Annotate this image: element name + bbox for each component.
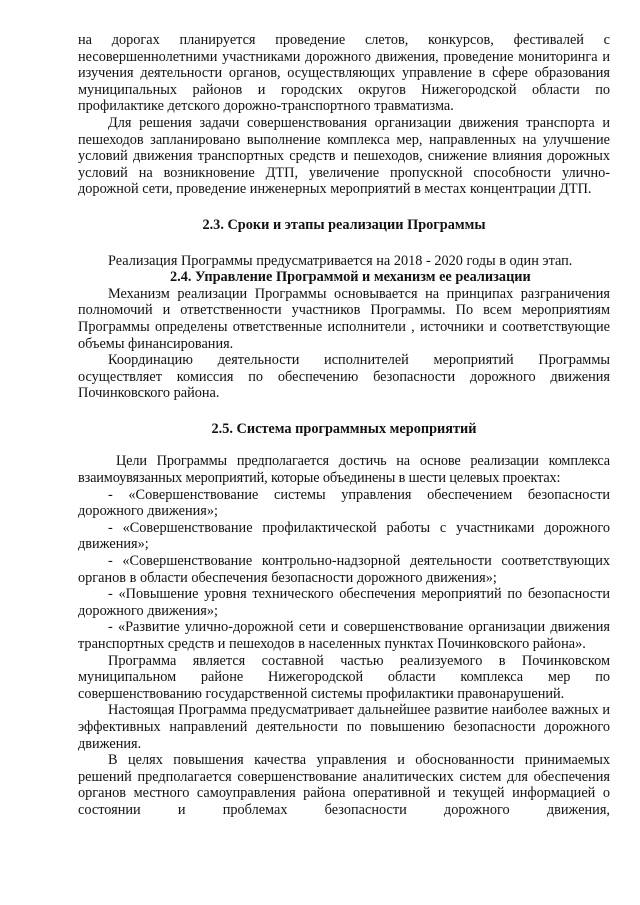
paragraph-mechanism: Механизм реализации Программы основывается на принципах разграничения полномочий и ответственности участников Программы. По всем мероприятиям Программы определены ответственные исполнители , источники и соответствующие объемы финансирования. <box>78 285 610 352</box>
paragraph-intro: на дорогах планируется проведение слетов, конкурсов, фестивалей с несовершеннолетними участниками дорожного движения, проведение мониторинга и изучения деятельности органов, осуществляющих управление в сфере образования муниципальных районов и городских округов Нижегородской области по профилактике детского дорожно-транспортного травматизма. <box>78 32 610 115</box>
heading-2-3: 2.3. Сроки и этапы реализации Программы <box>202 216 486 233</box>
project-item-3: - «Совершенствование контрольно-надзорной деятельности соответствующих органов в области обеспечения безопасности дорожного движения»; <box>78 553 610 586</box>
paragraph-solution: Для решения задачи совершенствования организации движения транспорта и пешеходов запланировано выполнение комплекса мер, направленных на улучшение условий движения транспортных средств и пешеходов, снижение влияния дорожных условий на возникновение ДТП, увеличение пропускной способности улично-дорожной сети, проведение инженерных мероприятий в местах концентрации ДТП. <box>78 114 610 198</box>
paragraph-terms: Реализация Программы предусматривается на 2018 - 2020 годы в один этап. <box>108 252 573 269</box>
project-item-4: - «Повышение уровня технического обеспечения мероприятий по безопасности дорожного движения»; <box>78 586 610 619</box>
document-page <box>78 32 610 819</box>
paragraph-quality: В целях повышения качества управления и обоснованности принимаемых решений предполагается совершенствование аналитических систем для обеспечения органов местного самоуправления района оперативной и текущей информацией о состоянии и проблемах безопасности дорожного движения, <box>78 752 610 818</box>
project-item-5: - «Развитие улично-дорожной сети и совершенствование организации движения транспортных средств и пешеходов в населенных пунктах Починковского района». <box>78 619 610 652</box>
paragraph-development: Настоящая Программа предусматривает дальнейшее развитие наиболее важных и эффективных направлений деятельности по повышению безопасности дорожного движения. <box>78 702 610 752</box>
project-item-1: - «Совершенствование системы управления обеспечением безопасности дорожного движения»; <box>78 486 610 520</box>
paragraph-component: Программа является составной частью реализуемого в Починковском муниципальном районе Нижегородской области комплекса мер по совершенствованию государственной системы профилактики правонарушений. <box>78 652 610 702</box>
paragraph-coordination: Координацию деятельности исполнителей мероприятий Программы осуществляет комиссия по обеспечению безопасности дорожного движения Починковского района. <box>78 352 610 402</box>
heading-2-4: 2.4. Управление Программой и механизм ее реализации <box>170 269 531 286</box>
project-item-2: - «Совершенствование профилактической работы с участниками дорожного движения»; <box>78 519 610 553</box>
heading-2-5: 2.5. Система программных мероприятий <box>211 420 477 437</box>
paragraph-goals: Цели Программы предполагается достичь на основе реализации комплекса взаимоувязанных мероприятий, которые объединены в шести целевых проектах: <box>78 453 610 487</box>
